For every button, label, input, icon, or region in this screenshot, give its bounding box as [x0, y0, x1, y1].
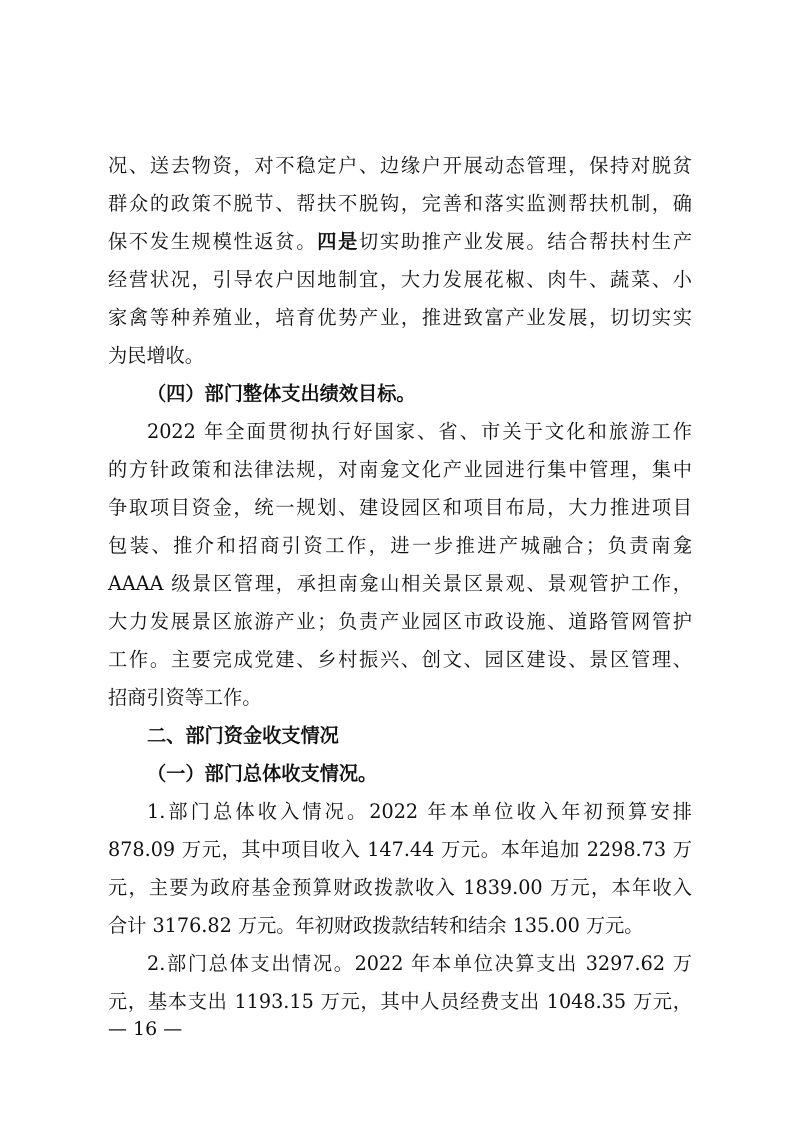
page-number: — 16 — — [108, 1018, 183, 1040]
text-line: 1.部门总体收入情况。2022 年本单位收入年初预算安排 — [147, 800, 692, 823]
text-line: 大力发展景区旅游产业；负责产业园区市政设施、道路管网管护 — [108, 610, 692, 633]
text-line: 包装、推介和招商引资工作，进一步推进产城融合；负责南龛 — [108, 534, 692, 557]
text-segment: 切实助推产业发展。结合帮扶村生产 — [359, 230, 693, 253]
text-line: AAAA 级景区管理，承担南龛山相关景区景观、景观管护工作， — [108, 572, 692, 595]
text-line: 工作。主要完成党建、乡村振兴、创文、园区建设、景区管理、 — [108, 648, 692, 671]
text-line: 经营状况，引导农户因地制宜，大力发展花椒、肉牛、蔬菜、小 — [108, 268, 692, 291]
text-line: 家禽等种养殖业，培育优势产业，推进致富产业发展，切切实实 — [108, 306, 692, 329]
text-line: 的方针政策和法律法规，对南龛文化产业园进行集中管理，集中 — [108, 458, 692, 481]
text-line: 群众的政策不脱节、帮扶不脱钩，完善和落实监测帮扶机制，确 — [108, 192, 692, 215]
text-line — [108, 225, 692, 259]
chapter-heading: 二、部门资金收支情况 — [147, 724, 339, 747]
text-segment: 保不发生规模性返贫。 — [108, 230, 318, 253]
text-line: 878.09 万元，其中项目收入 147.44 万元。本年追加 2298.73 万 — [108, 838, 692, 861]
text-line: 况、送去物资，对不稳定户、边缘户开展动态管理，保持对脱贫 — [108, 154, 692, 177]
text-line: 元，基本支出 1193.15 万元，其中人员经费支出 1048.35 万元， — [108, 990, 692, 1013]
text-line: 2022 年全面贯彻执行好国家、省、市关于文化和旅游工作 — [147, 420, 692, 443]
text-line: 争取项目资金，统一规划、建设园区和项目布局，大力推进项目 — [108, 496, 692, 519]
text-line: 招商引资等工作。 — [108, 686, 262, 709]
text-line: 元，主要为政府基金预算财政拨款收入 1839.00 万元，本年收入 — [108, 876, 692, 899]
section-heading: （一）部门总体收支情况。 — [147, 762, 378, 785]
bold-marker: 四是 — [317, 230, 360, 253]
text-line: 2.部门总体支出情况。2022 年本单位决算支出 3297.62 万 — [147, 952, 692, 975]
section-heading: （四）部门整体支出绩效目标。 — [147, 382, 416, 405]
text-line: 为民增收。 — [108, 344, 204, 367]
text-line: 合计 3176.82 万元。年初财政拨款结转和结余 135.00 万元。 — [108, 914, 644, 937]
